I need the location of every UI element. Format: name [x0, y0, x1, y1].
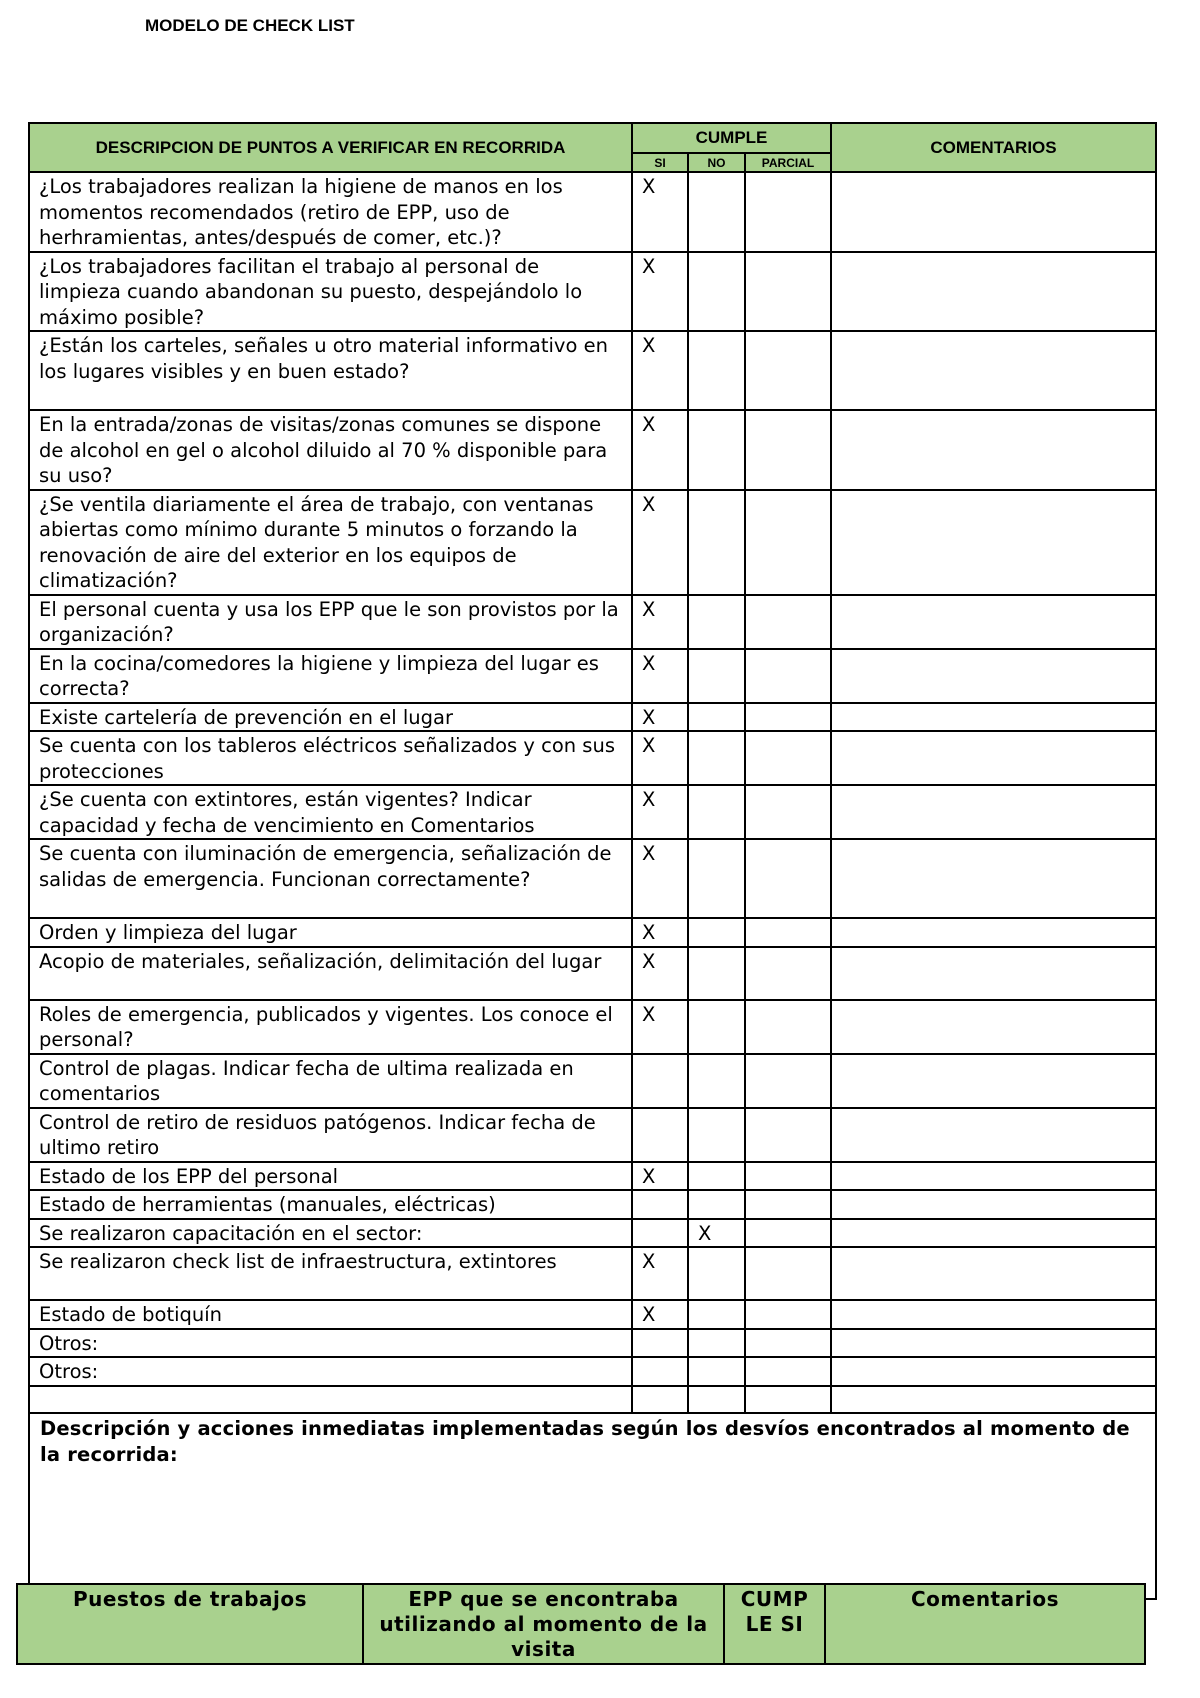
row-description: Se realizaron capacitación en el sector: [29, 1219, 632, 1248]
row-description: El personal cuenta y usa los EPP que le son provistos por la organización? [29, 595, 632, 649]
row-si-mark: X [632, 595, 688, 649]
row-no-mark [688, 252, 745, 332]
row-parcial-mark [745, 1000, 831, 1054]
row-si-mark [632, 1219, 688, 1248]
row-si-mark: X [632, 839, 688, 918]
row-si-mark [632, 1108, 688, 1162]
row-si-mark: X [632, 785, 688, 839]
row-comment [831, 839, 1156, 918]
row-comment [831, 1190, 1156, 1219]
ppe-table [16, 1583, 1146, 1665]
row-no-mark [688, 703, 745, 732]
row-si-mark: X [632, 331, 688, 410]
row-description: Orden y limpieza del lugar [29, 918, 632, 947]
row-no-mark [688, 731, 745, 785]
row-no-mark [688, 1357, 745, 1386]
row-no-mark [688, 1162, 745, 1191]
document-title: MODELO DE CHECK LIST [145, 16, 355, 35]
row-no-mark [688, 649, 745, 703]
row-parcial-mark [745, 1108, 831, 1162]
row-description: Se cuenta con iluminación de emergencia, señalización de salidas de emergencia. Funcionan correctamente? [29, 839, 632, 918]
row-comment [831, 649, 1156, 703]
row-description: Estado de los EPP del personal [29, 1162, 632, 1191]
row-si-mark: X [632, 1300, 688, 1329]
row-comment [831, 1247, 1156, 1300]
row-description: Control de plagas. Indicar fecha de ultima realizada en comentarios [29, 1054, 632, 1108]
header-parcial: PARCIAL [745, 153, 831, 172]
actions-label: Descripción y acciones inmediatas implementadas según los desvíos encontrados al momento de la recorrida: [40, 1416, 1130, 1466]
row-parcial-mark [745, 1190, 831, 1219]
row-no-mark [688, 490, 745, 595]
row-comment [831, 731, 1156, 785]
row-description: ¿Están los carteles, señales u otro material informativo en los lugares visibles y en buen estado? [29, 331, 632, 410]
checklist-row [29, 1190, 1156, 1219]
row-no-mark [688, 839, 745, 918]
row-parcial-mark [745, 703, 831, 732]
row-description: Se cuenta con los tableros eléctricos señalizados y con sus protecciones [29, 731, 632, 785]
checklist-row [29, 1357, 1156, 1386]
checklist-row [29, 1162, 1156, 1191]
row-si-mark [632, 1054, 688, 1108]
row-comment [831, 1357, 1156, 1386]
row-parcial-mark [745, 490, 831, 595]
row-comment [831, 703, 1156, 732]
row-parcial-mark [745, 1357, 831, 1386]
row-comment [831, 1162, 1156, 1191]
row-comment [831, 1108, 1156, 1162]
checklist-row [29, 649, 1156, 703]
row-parcial-mark [745, 731, 831, 785]
row-no-mark [688, 410, 745, 490]
checklist-row [29, 785, 1156, 839]
row-no-mark [688, 1300, 745, 1329]
row-parcial-mark [745, 1386, 831, 1413]
row-comment [831, 1219, 1156, 1248]
header-description: DESCRIPCION DE PUNTOS A VERIFICAR EN RECORRIDA [29, 123, 632, 172]
row-description: En la entrada/zonas de visitas/zonas comunes se dispone de alcohol en gel o alcohol diluido al 70 % disponible para su uso? [29, 410, 632, 490]
ppe-header-puestos: Puestos de trabajos [17, 1584, 363, 1664]
row-si-mark [632, 1357, 688, 1386]
row-description: Estado de botiquín [29, 1300, 632, 1329]
row-no-mark [688, 1190, 745, 1219]
row-no-mark [688, 331, 745, 410]
row-parcial-mark [745, 1219, 831, 1248]
checklist-row [29, 595, 1156, 649]
row-comment [831, 1000, 1156, 1054]
row-description: Otros: [29, 1357, 632, 1386]
row-comment [831, 595, 1156, 649]
row-parcial-mark [745, 649, 831, 703]
checklist-row [29, 1247, 1156, 1300]
actions-row [29, 1413, 1156, 1599]
row-parcial-mark [745, 785, 831, 839]
row-si-mark: X [632, 918, 688, 947]
row-no-mark [688, 1329, 745, 1358]
checklist-row [29, 490, 1156, 595]
row-si-mark: X [632, 172, 688, 252]
row-si-mark [632, 1329, 688, 1358]
row-parcial-mark [745, 172, 831, 252]
row-parcial-mark [745, 1329, 831, 1358]
row-comment [831, 252, 1156, 332]
row-si-mark: X [632, 703, 688, 732]
row-si-mark [632, 1386, 688, 1413]
checklist-row [29, 947, 1156, 1000]
row-si-mark: X [632, 1162, 688, 1191]
row-parcial-mark [745, 595, 831, 649]
row-si-mark: X [632, 252, 688, 332]
checklist-row [29, 731, 1156, 785]
checklist-row [29, 1000, 1156, 1054]
checklist-row [29, 1329, 1156, 1358]
row-si-mark: X [632, 649, 688, 703]
row-description: Otros: [29, 1329, 632, 1358]
row-description: Control de retiro de residuos patógenos. Indicar fecha de ultimo retiro [29, 1108, 632, 1162]
row-si-mark: X [632, 1247, 688, 1300]
header-si: SI [632, 153, 688, 172]
row-parcial-mark [745, 1162, 831, 1191]
checklist-row [29, 331, 1156, 410]
row-no-mark: X [688, 1219, 745, 1248]
row-description: En la cocina/comedores la higiene y limpieza del lugar es correcta? [29, 649, 632, 703]
header-no: NO [688, 153, 745, 172]
row-comment [831, 172, 1156, 252]
row-comment [831, 918, 1156, 947]
row-comment [831, 490, 1156, 595]
checklist-row [29, 410, 1156, 490]
row-description: Existe cartelería de prevención en el lugar [29, 703, 632, 732]
row-parcial-mark [745, 1054, 831, 1108]
row-no-mark [688, 1000, 745, 1054]
row-comment [831, 331, 1156, 410]
checklist-row [29, 1108, 1156, 1162]
checklist-row [29, 1054, 1156, 1108]
header-cumple: CUMPLE [632, 123, 831, 153]
row-description: Roles de emergencia, publicados y vigentes. Los conoce el personal? [29, 1000, 632, 1054]
row-no-mark [688, 785, 745, 839]
row-comment [831, 1386, 1156, 1413]
row-comment [831, 1329, 1156, 1358]
row-si-mark: X [632, 1000, 688, 1054]
row-no-mark [688, 1108, 745, 1162]
row-description: ¿Se ventila diariamente el área de trabajo, con ventanas abiertas como mínimo durante 5 minutos o forzando la renovación de aire del exterior en los equipos de climatización? [29, 490, 632, 595]
row-si-mark: X [632, 490, 688, 595]
checklist-row [29, 1300, 1156, 1329]
row-comment [831, 410, 1156, 490]
checklist-row [29, 252, 1156, 332]
checklist-row [29, 1219, 1156, 1248]
row-description: Estado de herramientas (manuales, eléctricas) [29, 1190, 632, 1219]
row-comment [831, 1300, 1156, 1329]
row-si-mark: X [632, 410, 688, 490]
checklist-row [29, 172, 1156, 252]
row-comment [831, 947, 1156, 1000]
row-parcial-mark [745, 410, 831, 490]
row-parcial-mark [745, 1300, 831, 1329]
checklist-row [29, 1386, 1156, 1413]
ppe-header-comentarios: Comentarios [825, 1584, 1145, 1664]
row-no-mark [688, 1247, 745, 1300]
row-no-mark [688, 172, 745, 252]
row-no-mark [688, 1054, 745, 1108]
row-comment [831, 785, 1156, 839]
row-no-mark [688, 947, 745, 1000]
row-description: ¿Los trabajadores realizan la higiene de manos en los momentos recomendados (retiro de EPP, uso de herhramientas, antes/después de comer, etc.)? [29, 172, 632, 252]
row-si-mark: X [632, 947, 688, 1000]
row-description [29, 1386, 632, 1413]
ppe-header-cumple-si: CUMP LE SI [724, 1584, 825, 1664]
row-description: ¿Se cuenta con extintores, están vigentes? Indicar capacidad y fecha de vencimiento en Comentarios [29, 785, 632, 839]
checklist-row [29, 918, 1156, 947]
actions-field[interactable] [29, 1413, 1156, 1599]
row-si-mark [632, 1190, 688, 1219]
row-parcial-mark [745, 331, 831, 410]
row-no-mark [688, 1386, 745, 1413]
row-description: Se realizaron check list de infraestructura, extintores [29, 1247, 632, 1300]
checklist-row [29, 703, 1156, 732]
row-no-mark [688, 595, 745, 649]
row-parcial-mark [745, 947, 831, 1000]
row-parcial-mark [745, 252, 831, 332]
header-comments: COMENTARIOS [831, 123, 1156, 172]
row-description: ¿Los trabajadores facilitan el trabajo al personal de limpieza cuando abandonan su puesto, despejándolo lo máximo posible? [29, 252, 632, 332]
checklist-row [29, 839, 1156, 918]
row-no-mark [688, 918, 745, 947]
row-comment [831, 1054, 1156, 1108]
row-parcial-mark [745, 839, 831, 918]
row-description: Acopio de materiales, señalización, delimitación del lugar [29, 947, 632, 1000]
ppe-header-epp: EPP que se encontraba utilizando al momento de la visita [363, 1584, 724, 1664]
row-parcial-mark [745, 1247, 831, 1300]
row-si-mark: X [632, 731, 688, 785]
checklist-table [28, 122, 1157, 1600]
row-parcial-mark [745, 918, 831, 947]
